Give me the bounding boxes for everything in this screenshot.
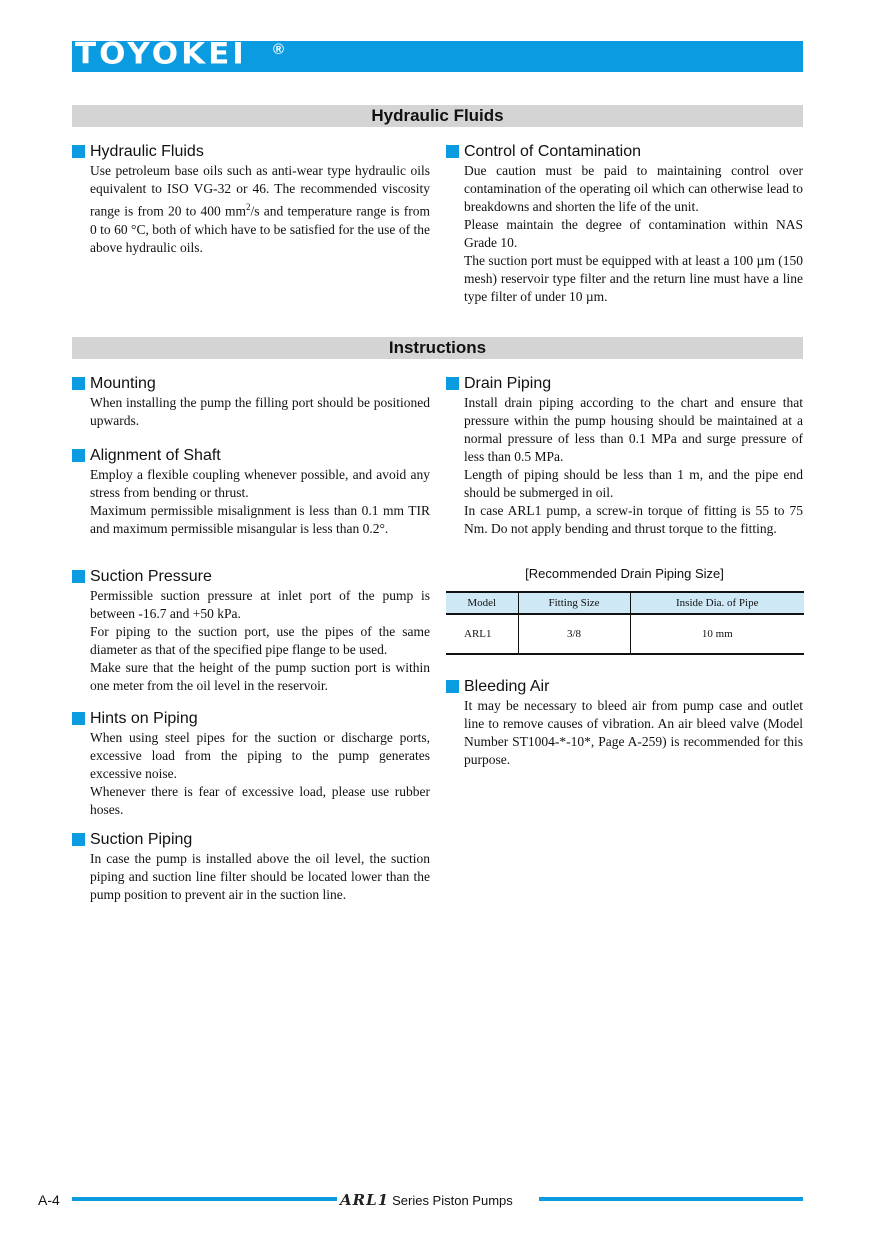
mounting-block xyxy=(72,374,430,430)
suction-pressure-heading: Suction Pressure xyxy=(72,567,430,587)
bullet-square-icon xyxy=(72,570,85,583)
table-header-cell: Model xyxy=(446,592,518,614)
contamination-heading: Control of Contamination xyxy=(446,142,803,162)
hydraulic-fluids-heading: Hydraulic Fluids xyxy=(72,142,430,162)
bullet-square-icon xyxy=(72,145,85,158)
hydraulic-fluids-block xyxy=(72,142,430,257)
section-title-instructions: Instructions xyxy=(72,337,803,359)
drain-piping-table xyxy=(446,591,804,655)
alignment-text: Employ a flexible coupling whenever possible, and avoid any stress from bending or thrust. Maximum permissible misalignment is less than 0.1 mm TIR and maximum permissible misangular is less than 0.2°. xyxy=(90,467,430,536)
bullet-square-icon xyxy=(446,377,459,390)
mounting-text: When installing the pump the filling port should be positioned upwards. xyxy=(90,395,430,428)
table-cell: 10 mm xyxy=(630,614,804,654)
drain-piping-heading: Drain Piping xyxy=(446,374,803,394)
bleeding-air-block xyxy=(446,677,803,769)
table-cell: ARL1 xyxy=(446,614,518,654)
drain-piping-block xyxy=(446,374,803,538)
suction-piping-heading: Suction Piping xyxy=(72,830,430,850)
table-cell: 3/8 xyxy=(518,614,630,654)
table-header-cell: Inside Dia. of Pipe xyxy=(630,592,804,614)
brand-logo: TOYOKEI xyxy=(75,37,247,72)
footer-line-right xyxy=(539,1197,803,1201)
drain-table-caption: [Recommended Drain Piping Size] xyxy=(525,566,724,581)
hints-on-piping-text: When using steel pipes for the suction or discharge ports, excessive load from the piping to the pump generates excessive noise. Whenever there is fear of excessive load, please use rubber hoses. xyxy=(90,730,430,817)
bullet-square-icon xyxy=(72,712,85,725)
contamination-block xyxy=(446,142,803,306)
drain-piping-text: Install drain piping according to the chart and ensure that pressure within the pump housing should be maintained at a normal pressure of less than 0.1 MPa and surge pressure of less than 0.5 MPa. Length of piping should be less than 1 m, and the pipe end should be submerged in oil. In case ARL1 pump, a screw-in torque of fitting is 55 to 75 Nm. Do not apply bending and thrust torque to the fitting. xyxy=(464,395,803,536)
bullet-square-icon xyxy=(446,680,459,693)
series-text: Series Piston Pumps xyxy=(392,1193,513,1208)
section-title-hydraulic: Hydraulic Fluids xyxy=(72,105,803,127)
alignment-heading: Alignment of Shaft xyxy=(72,446,430,466)
suction-pressure-block xyxy=(72,567,430,695)
hints-on-piping-heading: Hints on Piping xyxy=(72,709,430,729)
table-header-cell: Fitting Size xyxy=(518,592,630,614)
footer-series-label xyxy=(340,1191,513,1210)
bleeding-air-heading: Bleeding Air xyxy=(446,677,803,697)
table-header-row xyxy=(446,592,804,614)
contamination-text: Due caution must be paid to maintaining control over contamination of the operating oil which can otherwise lead to breakdowns and shorten the life of the unit. Please maintain the degree of contamination within NAS Grade 10. The suction port must be equipped with at least a 100 µm (150 mesh) reservoir type filter and the return line must have a line type filter of under 10 µm. xyxy=(464,163,803,304)
model-mark: ARL1 xyxy=(340,1191,390,1209)
suction-piping-text: In case the pump is installed above the oil level, the suction piping and suction line filter should be located lower than the pump position to prevent air in the suction line. xyxy=(90,851,430,902)
hydraulic-fluids-text: Use petroleum base oils such as anti-wear type hydraulic oils equivalent to ISO VG-32 or 46. The recommended viscosity range is from 20 to 400 $mm^2/s$ and temperature range is from 0 to 60 °C, both of which have to be satisfied for the use of the above hydraulic oils. xyxy=(90,163,431,255)
bullet-square-icon xyxy=(72,833,85,846)
suction-pressure-text: Permissible suction pressure at inlet port of the pump is between -16.7 and +50 kPa. For piping to the suction port, use the pipes of the same diameter as that of the specified pipe flange to be used. Make sure that the height of the pump suction port is within one meter from the oil level in the reservoir. xyxy=(90,588,430,693)
alignment-block xyxy=(72,446,430,538)
bullet-square-icon xyxy=(72,449,85,462)
page-number: A-4 xyxy=(38,1192,60,1208)
table-row xyxy=(446,614,804,654)
bleeding-air-text: It may be necessary to bleed air from pump case and outlet line to remove causes of vibration. An air bleed valve (Model Number ST1004-*-10*, Page A-259) is recommended for this purpose. xyxy=(464,698,803,767)
mounting-heading: Mounting xyxy=(72,374,430,394)
registered-mark: ® xyxy=(273,41,285,58)
bullet-square-icon xyxy=(72,377,85,390)
footer-line-left xyxy=(72,1197,337,1201)
suction-piping-block xyxy=(72,830,430,904)
bullet-square-icon xyxy=(446,145,459,158)
hints-on-piping-block xyxy=(72,709,430,819)
